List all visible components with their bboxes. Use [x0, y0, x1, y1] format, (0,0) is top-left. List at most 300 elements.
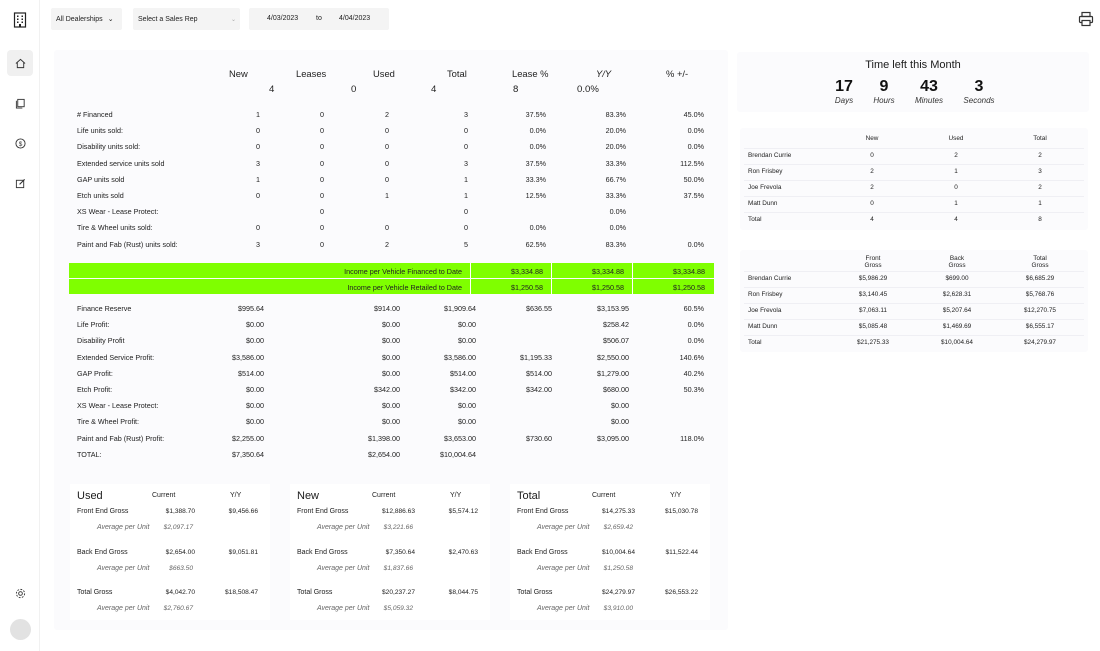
units-cell: 0 [320, 191, 324, 200]
units-cell: 66.7% [605, 174, 626, 184]
month-countdown [737, 52, 1089, 112]
units-row-label: Life units sold: [77, 126, 123, 136]
units-cell: 20.0% [605, 142, 626, 152]
profit-cell: $0.00 [611, 417, 629, 427]
nav-settings[interactable] [7, 580, 33, 606]
card-row-label: Front End Gross [77, 508, 129, 515]
card-current-header: Current [152, 492, 176, 499]
card-title: New [297, 490, 320, 502]
rep-gross-value: $3,140.45 [858, 291, 888, 298]
countdown-unit-label: Hours [873, 96, 895, 105]
profit-cell: $914.00 [374, 304, 400, 313]
rep-units-value: 2 [870, 168, 874, 175]
units-cell: 0 [464, 207, 468, 217]
card-avg-value: $2,097.17 [163, 524, 193, 531]
top-toolbar [40, 0, 1100, 40]
units-cell: 0.0% [529, 223, 546, 233]
card-yy-value: $11,522.44 [665, 548, 698, 556]
card-title: Total [517, 490, 541, 502]
rep-name: Total [748, 339, 762, 346]
units-cell: 0.0% [687, 142, 704, 152]
units-cell: 3 [256, 239, 260, 249]
rep-gross-header-line2: Gross [948, 262, 966, 269]
units-cell: 112.5% [680, 158, 704, 168]
card-avg-label: Average per Unit [317, 605, 370, 612]
dealership-select-value: All Dealerships [56, 15, 103, 23]
profit-cell: $514.00 [450, 368, 476, 378]
units-cell: 3 [464, 110, 468, 119]
rep-gross-value: $10,004.64 [941, 339, 973, 346]
rep-gross-value: $699.00 [945, 275, 969, 282]
profit-cell: $514.00 [526, 368, 552, 378]
units-cell: 0.0% [687, 126, 704, 136]
rep-units-value: 3 [1038, 168, 1042, 175]
units-cell: 2 [385, 110, 389, 119]
units-row-label: Extended service units sold [77, 158, 165, 168]
card-avg-value: $2,760.67 [163, 605, 193, 612]
units-cell: 12.5% [525, 191, 546, 200]
profit-row-label: XS Wear - Lease Protect: [77, 401, 159, 411]
profit-cell: $0.00 [246, 417, 264, 427]
sales-rep-placeholder: Select a Sales Rep [138, 15, 198, 23]
rep-gross-value: $24,279.97 [1024, 339, 1056, 346]
rep-name: Joe Frevola [748, 184, 782, 191]
rep-name: Ron Frisbey [748, 168, 783, 175]
profit-cell: $680.00 [603, 385, 629, 394]
countdown-unit-label: Seconds [963, 96, 995, 105]
rep-units-value: 2 [870, 184, 874, 191]
row-divider [744, 319, 1084, 320]
rep-units-value: 1 [954, 200, 958, 207]
print-icon[interactable] [1078, 11, 1094, 27]
svg-text:$: $ [18, 140, 22, 148]
documents-icon [15, 98, 26, 109]
card-yy-header: Y/Y [450, 492, 462, 499]
units-cell: 0 [385, 142, 389, 152]
rep-gross-value: $12,270.75 [1024, 307, 1056, 314]
rep-gross-value: $5,207.64 [942, 307, 972, 314]
rep-units-header: Used [948, 135, 964, 142]
row-divider [744, 335, 1084, 336]
profit-cell: 0.0% [687, 336, 704, 346]
profit-row-label: Tire & Wheel Profit: [77, 417, 140, 427]
income-value: $3,334.88 [511, 266, 543, 276]
rep-units-value: 1 [954, 168, 958, 175]
units-cell: 1 [256, 174, 260, 184]
rep-gross-header-line1: Total [1033, 255, 1047, 262]
profit-cell: 140.6% [679, 352, 704, 362]
card-avg-label: Average per Unit [317, 524, 370, 531]
rep-name: Ron Frisbey [748, 291, 783, 298]
card-current-value: $14,275.33 [601, 508, 635, 515]
units-row-label: # Financed [77, 110, 113, 119]
units-cell: 33.3% [605, 158, 626, 168]
units-cell: 83.3% [605, 239, 626, 249]
rep-gross-value: $6,685.29 [1025, 275, 1055, 282]
card-current-value: $20,237.27 [381, 589, 415, 596]
dealership-select[interactable] [51, 8, 122, 30]
units-cell: 33.3% [605, 191, 626, 200]
card-current-value: $10,004.64 [601, 548, 635, 556]
card-current-value: $1,388.70 [165, 508, 195, 515]
card-avg-label: Average per Unit [537, 605, 590, 612]
profit-row-label: Disability Profit [77, 336, 125, 346]
profit-cell: $342.00 [450, 385, 476, 394]
summary-lease-pct-value: 0.0% [577, 84, 599, 95]
summary-total-value: 8 [513, 84, 519, 95]
units-cell: 0 [385, 223, 389, 233]
income-value: $1,250.58 [592, 282, 624, 292]
band-divider [551, 279, 552, 294]
rep-gross-header-line2: Gross [864, 262, 882, 269]
units-cell: 0 [464, 126, 468, 136]
row-divider [744, 212, 1084, 213]
card-row-label: Back End Gross [77, 548, 128, 556]
gear-icon [15, 588, 26, 599]
income-value: $1,250.58 [511, 282, 543, 292]
rep-units-header: Total [1033, 135, 1047, 142]
dollar-icon [15, 138, 26, 149]
rep-units-value: 0 [870, 200, 874, 207]
profit-row-label: Etch Profit: [77, 385, 113, 394]
rep-gross-value: $5,768.76 [1025, 291, 1055, 298]
card-yy-value: $9,456.66 [228, 508, 258, 515]
card-avg-value: $5,059.32 [383, 605, 413, 612]
date-to-label: to [316, 15, 322, 22]
rep-name: Matt Dunn [748, 323, 778, 330]
header-leases: Leases [296, 68, 327, 79]
sales-rep-select[interactable] [133, 8, 240, 30]
profit-cell: $0.00 [382, 417, 400, 427]
user-avatar[interactable] [10, 619, 31, 640]
card-row-label: Total Gross [297, 589, 333, 596]
profit-cell: $636.55 [526, 304, 552, 313]
card-avg-value: $1,837.66 [383, 564, 413, 572]
units-cell: 37.5% [683, 191, 704, 200]
units-cell: 1 [464, 191, 468, 200]
row-divider [744, 148, 1084, 149]
income-label: Income per Vehicle Retailed to Date [347, 282, 462, 292]
header-used: Used [373, 68, 395, 79]
units-row-label: XS Wear - Lease Protect: [77, 207, 159, 217]
profit-cell: $0.00 [246, 320, 264, 330]
units-cell: 0 [320, 110, 324, 119]
rep-gross-value: $21,275.33 [857, 339, 889, 346]
card-avg-label: Average per Unit [97, 524, 150, 531]
rep-gross-header-line2: Gross [1031, 262, 1049, 269]
header-lease-pct: Lease % [512, 68, 549, 79]
home-icon [15, 58, 26, 69]
card-yy-value: $9,051.81 [228, 548, 258, 556]
card-current-header: Current [592, 492, 616, 499]
units-cell: 0.0% [529, 126, 546, 136]
nav-edit[interactable] [7, 170, 33, 196]
card-avg-label: Average per Unit [97, 564, 150, 572]
profit-cell: $0.00 [458, 336, 476, 346]
card-yy-header: Y/Y [670, 492, 682, 499]
summary-new-value: 4 [269, 84, 275, 95]
units-cell: 0 [320, 142, 324, 152]
profit-cell: $0.00 [458, 401, 476, 411]
card-current-header: Current [372, 492, 396, 499]
profit-cell: $0.00 [611, 401, 629, 411]
card-yy-value: $8,044.75 [448, 589, 478, 596]
profit-cell: $3,153.95 [597, 304, 629, 313]
profit-cell: $506.07 [603, 336, 629, 346]
units-cell: 0 [320, 158, 324, 168]
profit-cell: $730.60 [526, 433, 552, 443]
income-label: Income per Vehicle Financed to Date [344, 266, 462, 276]
card-row-label: Front End Gross [297, 508, 349, 515]
countdown-unit-label: Days [834, 96, 854, 105]
card-current-value: $7,350.64 [385, 548, 415, 556]
card-avg-label: Average per Unit [317, 564, 370, 572]
profit-row-label: Extended Service Profit: [77, 352, 155, 362]
building-logo-icon[interactable] [12, 12, 28, 28]
header-yy: Y/Y [596, 68, 612, 79]
units-cell: 5 [464, 239, 468, 249]
rep-units-value: 2 [954, 152, 958, 159]
date-from-input[interactable]: 4/03/2023 [267, 15, 299, 22]
units-cell: 3 [464, 158, 468, 168]
units-cell: 0 [464, 223, 468, 233]
profit-cell: $2,255.00 [232, 433, 264, 443]
card-avg-value: $1,250.58 [603, 564, 633, 572]
units-cell: 0 [256, 126, 260, 136]
profit-cell: $0.00 [382, 352, 400, 362]
sidebar [0, 0, 40, 651]
units-cell: 0 [320, 174, 324, 184]
units-cell: 1 [385, 191, 389, 200]
card-row-label: Back End Gross [517, 548, 568, 556]
countdown-value: 43 [920, 78, 938, 95]
rep-gross-value: $6,555.17 [1025, 323, 1055, 330]
rep-units-value: 2 [1038, 152, 1042, 159]
units-cell: 37.5% [525, 158, 546, 168]
countdown-value: 3 [974, 78, 984, 95]
band-divider [470, 279, 471, 294]
row-divider [744, 303, 1084, 304]
units-cell: 3 [256, 158, 260, 168]
units-cell: 2 [385, 239, 389, 249]
row-divider [744, 164, 1084, 165]
band-divider [551, 263, 552, 278]
units-cell: 37.5% [525, 110, 546, 119]
summary-leases-value: 0 [351, 84, 357, 95]
profit-cell: $3,653.00 [444, 433, 476, 443]
units-row-label: Tire & Wheel units sold: [77, 223, 153, 233]
rep-name: Brendan Currie [748, 275, 792, 282]
band-divider [632, 263, 633, 278]
card-avg-value: $3,221.66 [383, 524, 413, 531]
rep-units-table [740, 128, 1088, 230]
profit-cell: $1,279.00 [597, 368, 629, 378]
chevron-down-icon: ⌄ [230, 16, 236, 23]
profit-cell: $3,095.00 [597, 433, 629, 443]
rep-gross-value: $5,085.48 [858, 323, 888, 330]
units-cell: 0.0% [609, 223, 626, 233]
card-yy-value: $15,030.78 [664, 508, 698, 515]
card-current-value: $24,279.97 [601, 589, 635, 596]
rep-gross-header-line1: Front [865, 255, 881, 262]
card-avg-value: $663.50 [169, 564, 193, 572]
card-yy-value: $18,508.47 [224, 589, 258, 596]
card-avg-label: Average per Unit [97, 605, 150, 612]
units-cell: 1 [464, 174, 468, 184]
header-total: Total [447, 68, 467, 79]
rep-gross-value: $2,628.31 [942, 291, 972, 298]
units-cell: 0 [385, 158, 389, 168]
card-current-value: $12,886.63 [381, 508, 415, 515]
profit-cell: $0.00 [246, 401, 264, 411]
profit-cell: $1,398.00 [368, 433, 400, 443]
rep-units-value: 0 [870, 152, 874, 159]
units-cell: 33.3% [525, 174, 546, 184]
card-avg-label: Average per Unit [537, 564, 590, 572]
band-divider [632, 279, 633, 294]
rep-name: Matt Dunn [748, 200, 778, 207]
rep-gross-header-line1: Back [949, 255, 965, 262]
header-new: New [229, 68, 248, 79]
units-cell: 0 [320, 239, 324, 249]
rep-units-value: 8 [1038, 216, 1042, 223]
profit-cell: 0.0% [687, 320, 704, 330]
profit-cell: $342.00 [526, 385, 552, 394]
rep-gross-value: $7,063.11 [859, 307, 887, 314]
summary-used-value: 4 [431, 84, 437, 95]
units-cell: 0 [256, 191, 260, 200]
units-row-label: Paint and Fab (Rust) units sold: [77, 239, 178, 249]
units-cell: 0.0% [529, 142, 546, 152]
profit-cell: $0.00 [246, 336, 264, 346]
row-divider [744, 196, 1084, 197]
units-cell: 45.0% [683, 110, 704, 119]
card-row-label: Total Gross [77, 589, 113, 596]
income-value: $3,334.88 [673, 266, 705, 276]
countdown-value: 9 [879, 78, 889, 95]
profit-row-label: TOTAL: [77, 449, 102, 459]
profit-cell: $0.00 [382, 368, 400, 378]
band-divider [470, 263, 471, 278]
profit-cell: $7,350.64 [232, 449, 264, 459]
row-divider [744, 271, 1084, 272]
rep-gross-table [740, 250, 1088, 352]
rep-gross-value: $5,986.29 [858, 275, 888, 282]
profit-cell: 60.5% [683, 304, 704, 313]
units-cell: 62.5% [525, 239, 546, 249]
rep-gross-value: $1,469.69 [942, 323, 972, 330]
edit-icon [15, 178, 26, 189]
units-cell: 83.3% [605, 110, 626, 119]
rep-name: Brendan Currie [748, 152, 792, 159]
units-cell: 1 [256, 110, 260, 119]
profit-cell: $0.00 [458, 417, 476, 427]
profit-row-label: Paint and Fab (Rust) Profit: [77, 433, 165, 443]
units-cell: 50.0% [683, 174, 704, 184]
rep-units-value: 2 [1038, 184, 1042, 191]
nav-home[interactable] [7, 50, 33, 76]
nav-finance[interactable] [7, 130, 33, 156]
income-value: $1,250.58 [673, 282, 705, 292]
card-current-value: $4,042.70 [165, 589, 195, 596]
chevron-down-icon: ⌄ [107, 16, 114, 23]
profit-cell: 50.3% [683, 385, 704, 394]
card-row-label: Total Gross [517, 589, 553, 596]
units-row-label: GAP units sold [77, 174, 125, 184]
units-cell: 0 [385, 174, 389, 184]
profit-cell: $10,004.64 [440, 449, 476, 459]
card-yy-value: $26,553.22 [664, 589, 698, 596]
nav-documents[interactable] [7, 90, 33, 116]
units-cell: 0 [256, 142, 260, 152]
units-cell: 0.0% [609, 207, 626, 217]
profit-cell: $995.64 [238, 304, 264, 313]
rep-units-header: New [865, 135, 879, 142]
profit-cell: 40.2% [683, 368, 704, 378]
profit-cell: $514.00 [238, 368, 264, 378]
profit-cell: $1,195.33 [520, 352, 552, 362]
countdown-value: 17 [835, 78, 853, 95]
card-yy-header: Y/Y [230, 492, 242, 499]
date-to-input[interactable]: 4/04/2023 [339, 15, 371, 22]
profit-row-label: Life Profit: [77, 320, 110, 330]
rep-name: Joe Frevola [748, 307, 782, 314]
units-cell: 0 [256, 223, 260, 233]
rep-units-value: 4 [870, 216, 874, 223]
units-row-label: Disability units sold: [77, 142, 141, 152]
row-divider [744, 180, 1084, 181]
card-row-label: Back End Gross [297, 548, 348, 556]
profit-row-label: GAP Profit: [77, 368, 113, 378]
units-cell: 0 [464, 142, 468, 152]
rep-units-value: 0 [954, 184, 958, 191]
card-avg-value: $2,659.42 [603, 524, 633, 531]
rep-units-value: 1 [1038, 200, 1042, 207]
profit-cell: $1,909.64 [444, 304, 476, 313]
profit-cell: $0.00 [382, 401, 400, 411]
units-row-label: Etch units sold [77, 191, 124, 200]
row-divider [744, 287, 1084, 288]
profit-cell: $0.00 [382, 320, 400, 330]
card-title: Used [77, 490, 103, 502]
profit-cell: $342.00 [374, 385, 400, 394]
profit-cell: $3,586.00 [232, 352, 264, 362]
card-current-value: $2,654.00 [165, 548, 195, 556]
income-value: $3,334.88 [592, 266, 624, 276]
units-cell: 0 [385, 126, 389, 136]
profit-cell: $3,586.00 [444, 352, 476, 362]
countdown-unit-label: Minutes [914, 96, 943, 105]
units-cell: 0 [320, 223, 324, 233]
profit-cell: $0.00 [458, 320, 476, 330]
countdown-title: Time left this Month [865, 59, 961, 71]
card-row-label: Front End Gross [517, 508, 569, 515]
units-cell: 0 [320, 126, 324, 136]
profit-cell: $2,654.00 [368, 449, 400, 459]
profit-cell: $2,550.00 [597, 352, 629, 362]
card-yy-value: $5,574.12 [448, 508, 478, 515]
profit-cell: $0.00 [382, 336, 400, 346]
card-avg-value: $3,910.00 [603, 605, 633, 612]
rep-units-value: 4 [954, 216, 958, 223]
header-pct-change: % +/- [666, 68, 689, 79]
profit-cell: 118.0% [680, 433, 704, 443]
card-yy-value: $2,470.63 [448, 548, 478, 556]
units-cell: 20.0% [605, 126, 626, 136]
date-range [249, 8, 389, 30]
units-cell: 0 [320, 207, 324, 217]
profit-row-label: Finance Reserve [77, 304, 132, 313]
